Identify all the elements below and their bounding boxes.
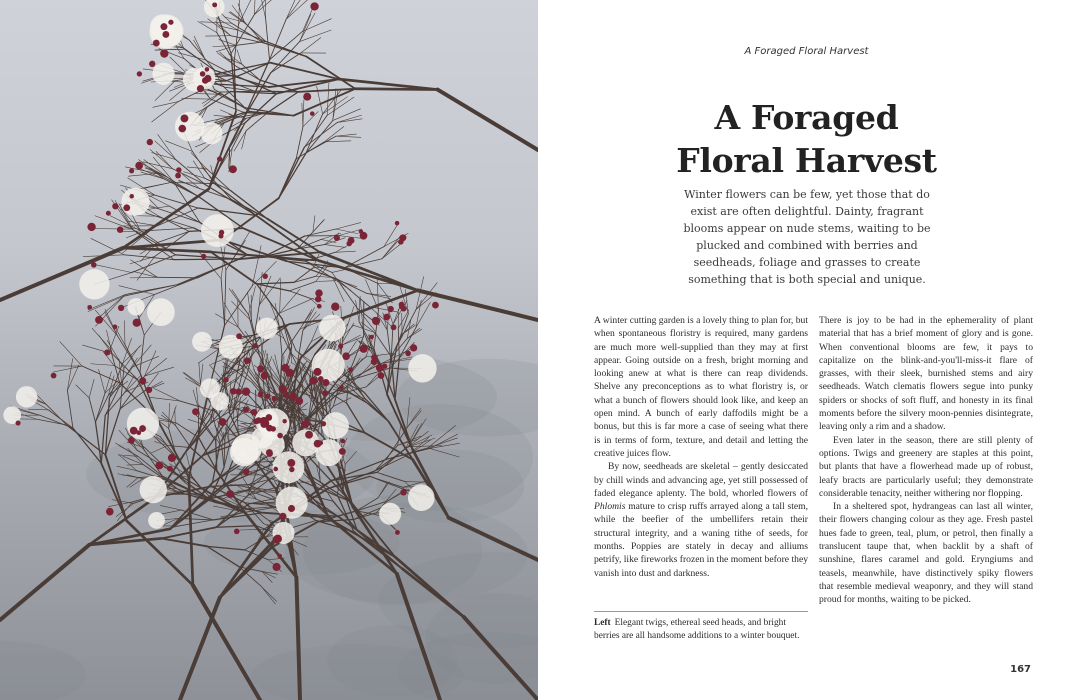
berry xyxy=(137,71,142,76)
branch xyxy=(294,276,316,282)
berry xyxy=(181,115,189,123)
seedhead xyxy=(201,214,234,247)
branch xyxy=(123,345,142,363)
berry xyxy=(273,467,278,472)
branch xyxy=(344,247,384,268)
berry xyxy=(282,419,286,423)
berry xyxy=(305,431,313,439)
branch xyxy=(161,415,175,425)
berry xyxy=(106,211,111,216)
berry xyxy=(217,156,222,161)
berry xyxy=(315,296,321,302)
branch xyxy=(398,328,399,358)
berry xyxy=(136,430,141,435)
branch xyxy=(257,282,294,283)
berry xyxy=(339,448,346,455)
berry xyxy=(314,379,318,383)
branch xyxy=(325,245,346,248)
berry xyxy=(87,305,92,310)
branch xyxy=(245,23,266,42)
berry xyxy=(133,319,141,327)
berry xyxy=(260,420,268,428)
berry xyxy=(334,235,340,241)
berry xyxy=(286,369,294,377)
berry xyxy=(197,85,204,92)
berry xyxy=(117,226,124,233)
berry xyxy=(279,385,287,393)
branch xyxy=(40,415,73,428)
branch xyxy=(297,245,324,249)
branch xyxy=(105,398,109,455)
seedhead xyxy=(230,438,259,467)
berry xyxy=(372,317,378,323)
branch xyxy=(67,359,72,391)
berry xyxy=(303,93,311,101)
seedhead xyxy=(256,318,277,339)
berry xyxy=(243,468,250,475)
seedhead xyxy=(319,315,345,341)
berry xyxy=(16,421,21,426)
berry xyxy=(160,49,168,57)
berry xyxy=(369,335,373,339)
berry xyxy=(104,349,110,355)
berry xyxy=(432,302,439,309)
berry xyxy=(234,529,240,535)
branch xyxy=(335,251,355,252)
branch xyxy=(336,136,361,137)
seedhead xyxy=(79,269,109,299)
branch xyxy=(268,92,298,112)
branch xyxy=(133,271,158,277)
berry xyxy=(226,490,234,498)
berry xyxy=(200,71,206,77)
branch xyxy=(286,0,302,19)
berry xyxy=(153,40,160,47)
berry xyxy=(321,421,326,426)
berry xyxy=(289,467,294,472)
branch xyxy=(0,545,89,620)
branch xyxy=(313,216,315,232)
branch xyxy=(300,13,315,42)
berry xyxy=(405,351,411,357)
seedhead xyxy=(127,408,159,440)
berry xyxy=(265,394,270,399)
berry xyxy=(95,316,103,324)
branch xyxy=(261,586,275,604)
berry xyxy=(219,418,227,426)
page-title xyxy=(538,96,1075,182)
branch xyxy=(298,89,355,92)
berry xyxy=(243,407,249,413)
branch xyxy=(157,231,189,242)
berry xyxy=(266,414,273,421)
berry xyxy=(218,233,223,238)
seedhead xyxy=(408,354,436,382)
berry xyxy=(205,67,210,72)
seedhead xyxy=(121,188,149,216)
berry xyxy=(346,241,351,246)
intro-paragraph: Winter flowers can be few, yet those that do exist are often delightful. Dainty, fragrant blooms appear on nude stems, waiting to be plucked and combined with berries and seedheads, foliage and grasses to create something that is both special and unique. xyxy=(683,188,931,286)
berry xyxy=(395,530,400,535)
title-line-1: A Foraged xyxy=(714,98,899,137)
branch xyxy=(306,121,333,153)
branch xyxy=(300,14,311,41)
branch xyxy=(182,174,199,188)
berry xyxy=(168,454,176,462)
branch xyxy=(296,127,303,159)
page-number: 167 xyxy=(1010,664,1031,675)
branch xyxy=(169,403,170,428)
berry xyxy=(376,364,384,372)
berry xyxy=(123,204,130,211)
berry xyxy=(229,165,237,173)
seedhead xyxy=(127,298,144,315)
berry xyxy=(272,396,277,401)
berry xyxy=(149,61,155,67)
caption-divider xyxy=(594,611,808,612)
branch xyxy=(82,366,120,383)
branch xyxy=(303,100,304,127)
branch xyxy=(238,30,266,41)
body-column-left xyxy=(594,314,808,580)
caption-text: Elegant twigs, ethereal seed heads, and bright berries are all handsome additions to a winter bouquet. xyxy=(594,618,800,641)
berry xyxy=(192,408,199,415)
branch xyxy=(183,372,201,387)
berry xyxy=(273,563,281,571)
berry xyxy=(261,372,269,380)
seedhead xyxy=(322,412,349,439)
branch xyxy=(53,366,82,372)
branch xyxy=(261,586,277,601)
branch xyxy=(249,352,258,380)
berry xyxy=(253,343,258,348)
branch xyxy=(144,160,174,182)
berry xyxy=(342,352,350,360)
berry xyxy=(318,376,324,382)
branch xyxy=(224,286,252,326)
berry xyxy=(338,344,343,349)
berry xyxy=(224,377,229,382)
berry xyxy=(360,345,368,353)
seedhead xyxy=(312,349,345,382)
branch xyxy=(128,221,158,226)
seedhead xyxy=(140,476,167,503)
berry xyxy=(314,440,322,448)
berry xyxy=(253,418,259,424)
branch xyxy=(279,153,306,198)
berry xyxy=(242,387,250,395)
berry xyxy=(277,433,283,439)
berry xyxy=(288,505,295,512)
berry xyxy=(91,262,97,268)
branch xyxy=(49,410,73,428)
branch xyxy=(294,268,313,282)
branch xyxy=(138,160,164,179)
branch xyxy=(124,321,125,345)
plant-name-italic: Phlomis xyxy=(594,501,626,513)
branch xyxy=(438,90,538,150)
body-paragraph: There is joy to be had in the ephemerality of plant material that has a brief moment of glory and is gone. When conventional blooms are few, it pays to capitalize on the blink-and-you'll-miss-it flare of grasses, with their sleek, burnished stems and airy seedheads. Watch clematis flowers segue into punky spiders or shocks of soft fluff, and honesty in its final moments before the silvery moon-pennies disintegrate, leaving only a rim and a shadow. xyxy=(819,315,1033,433)
berry xyxy=(202,77,209,84)
body-paragraph: A winter cutting garden is a lovely thing to plan for, but when spontaneous floristry is required, many gardens are much more well-supplied than they may at first appear. Going outside on a fresh, bright morning and looking anew at what is there can reap dividends. Shelve any preconceptions as to what floristry is, or what a bunch of flowers should look like, and keep an open mind. A bunch of early daffodils might be a bonus, but this is far more a case of seeing what there is in terms of form, texture, and detail and letting the creative juices flow. xyxy=(594,315,808,459)
berry xyxy=(130,427,138,435)
berry xyxy=(112,203,118,209)
berry xyxy=(129,194,134,199)
branch xyxy=(67,390,73,428)
branch xyxy=(208,19,231,36)
branch xyxy=(324,141,351,142)
berry xyxy=(266,449,273,456)
branch xyxy=(336,223,361,229)
berry xyxy=(112,324,117,329)
berry xyxy=(383,314,390,321)
berry xyxy=(162,31,169,38)
branch xyxy=(123,248,211,252)
mist-shape xyxy=(0,641,86,700)
branch xyxy=(180,597,220,700)
berry xyxy=(230,388,237,395)
berry xyxy=(399,303,405,309)
berry xyxy=(315,289,322,296)
branch xyxy=(28,409,48,410)
branch xyxy=(150,397,180,401)
berry xyxy=(262,274,267,279)
branch xyxy=(303,19,332,32)
branch xyxy=(76,385,89,398)
berry xyxy=(258,391,264,397)
branch xyxy=(91,238,124,254)
berry xyxy=(295,397,303,405)
branch xyxy=(89,398,95,422)
branch xyxy=(231,36,264,43)
branch xyxy=(99,369,105,393)
branch xyxy=(269,79,339,87)
branch xyxy=(137,256,155,280)
branch xyxy=(95,395,108,422)
branch xyxy=(305,229,336,236)
berry xyxy=(359,229,364,234)
branch xyxy=(311,326,318,342)
berry xyxy=(51,373,57,379)
berry xyxy=(331,303,339,311)
branch xyxy=(306,114,323,153)
branch xyxy=(302,103,303,126)
branch xyxy=(337,119,362,123)
branch xyxy=(254,0,278,15)
branch xyxy=(221,279,224,326)
branch xyxy=(270,31,303,59)
branch xyxy=(200,364,203,384)
berry xyxy=(348,367,353,372)
branch xyxy=(333,109,361,121)
branch xyxy=(266,19,270,60)
berry xyxy=(290,391,295,396)
branch xyxy=(270,19,287,60)
branch xyxy=(198,21,217,32)
seedhead xyxy=(147,298,175,326)
branch xyxy=(162,538,208,546)
branch xyxy=(89,379,94,398)
berry xyxy=(139,377,146,384)
branch xyxy=(255,91,299,92)
text-page xyxy=(538,0,1075,700)
berry xyxy=(244,357,251,364)
branch xyxy=(324,127,344,142)
branch xyxy=(95,393,105,422)
body-paragraph: In a sheltered spot, hydrangeas can last all winter, their flowers changing colour as they age. Fresh pastel hues fade to green, teal, plum, or petrol, then finally a translucent taupe that, when backlit by a shaft of sunshine, flares caramel and gold. Eryngiums and teasels, meanwhile, have distinctively spiky flowers that resemble medieval weaponry, and they will stand proud for months, waiting to be picked. xyxy=(819,501,1033,606)
berry xyxy=(146,387,152,393)
branch xyxy=(91,364,114,366)
branch xyxy=(300,30,332,42)
body-paragraph: By now, seedheads are skeletal – gently desiccated by chill winds and advancing age, yet still possessed of faded elegance aplenty. The bold, whorled flowers of Phlomis mature to crisp ruffs arrayed along a tall stem, while the beefier of the umbellifers retain their structural integrity, and a waning tithe of seeds, for months. Poppies are stately in decay and alliums petrify, like fireworks frozen in the moment before they vanish into dust and darkness. xyxy=(594,461,808,579)
berry xyxy=(322,390,328,396)
branch xyxy=(249,286,256,315)
branch xyxy=(397,309,416,346)
branch xyxy=(232,200,267,219)
seedhead xyxy=(379,503,401,525)
berry xyxy=(277,554,282,559)
branch xyxy=(154,278,197,295)
branch xyxy=(124,255,174,260)
berry xyxy=(400,489,406,495)
branch xyxy=(155,49,184,50)
body-column-right xyxy=(819,314,1033,607)
branch xyxy=(179,520,213,526)
berry xyxy=(176,167,181,172)
branch xyxy=(176,255,240,259)
branch xyxy=(267,218,320,252)
berry xyxy=(179,125,187,133)
berry xyxy=(168,20,173,25)
branch xyxy=(242,131,247,149)
branch xyxy=(174,259,239,260)
branch xyxy=(145,367,174,376)
berry xyxy=(87,223,95,231)
body-paragraph: Even later in the season, there are still plenty of options. Twigs and greenery are staples at this point, but plants that have a flowerhead made up of robust, leafy bracts are particularly useful; they demonstrate considerable tenacity, neither withering nor flopping. xyxy=(819,434,1033,499)
branch xyxy=(280,298,314,313)
running-head: A Foraged Floral Harvest xyxy=(744,46,869,57)
branch xyxy=(378,283,393,302)
branch xyxy=(280,279,281,313)
berry xyxy=(175,173,181,179)
branch xyxy=(289,291,310,298)
berry xyxy=(160,23,167,30)
branch xyxy=(90,229,132,230)
branch xyxy=(332,272,344,288)
branch xyxy=(236,42,266,46)
branch xyxy=(252,261,276,286)
berry xyxy=(410,344,417,351)
seedhead xyxy=(408,484,435,511)
branch xyxy=(337,115,361,122)
berry xyxy=(106,508,114,516)
branch xyxy=(154,388,180,401)
branch xyxy=(286,0,311,19)
branch xyxy=(313,220,325,232)
branch xyxy=(280,289,300,313)
berry xyxy=(156,462,164,470)
branch xyxy=(215,314,238,327)
berry xyxy=(118,305,124,311)
berry xyxy=(401,235,407,241)
berry xyxy=(236,333,242,339)
berry xyxy=(395,221,400,226)
berry xyxy=(340,439,345,444)
branch xyxy=(316,281,336,282)
seedhead xyxy=(16,386,37,407)
berry xyxy=(279,513,286,520)
seedhead xyxy=(148,512,165,529)
seedhead xyxy=(152,63,174,85)
branch xyxy=(130,277,158,278)
branch xyxy=(145,351,156,376)
caption-label: Left xyxy=(594,618,611,628)
berry xyxy=(301,420,309,428)
branch xyxy=(205,185,256,216)
branch xyxy=(130,256,155,263)
berry xyxy=(274,535,282,543)
berry xyxy=(283,392,289,398)
berry xyxy=(391,324,397,330)
berry xyxy=(310,111,315,116)
berry xyxy=(317,304,322,309)
berry xyxy=(251,409,257,415)
branch xyxy=(144,183,170,189)
berry xyxy=(167,466,173,472)
berry xyxy=(378,372,385,379)
branch xyxy=(60,342,82,367)
branch xyxy=(125,284,178,294)
title-line-2: Floral Harvest xyxy=(676,141,937,180)
branch xyxy=(199,363,200,385)
seedhead xyxy=(192,332,212,352)
branch xyxy=(385,301,393,324)
berry xyxy=(371,359,377,365)
berry xyxy=(147,139,153,145)
berry xyxy=(322,379,329,386)
branch xyxy=(224,270,225,325)
seedhead xyxy=(211,392,229,410)
berry xyxy=(129,168,134,173)
berry xyxy=(313,368,321,376)
photo-caption xyxy=(594,617,808,642)
branch xyxy=(131,260,158,277)
berry xyxy=(135,162,143,170)
branch xyxy=(374,310,379,349)
branch xyxy=(156,151,172,168)
branch xyxy=(370,307,399,313)
berry xyxy=(128,437,135,444)
branch xyxy=(336,134,356,136)
berry xyxy=(212,2,217,7)
berry xyxy=(310,2,318,10)
berry xyxy=(287,459,295,467)
berry xyxy=(339,385,343,389)
berry xyxy=(257,365,264,372)
branch xyxy=(279,159,296,198)
berry xyxy=(387,306,393,312)
berry xyxy=(201,254,206,259)
